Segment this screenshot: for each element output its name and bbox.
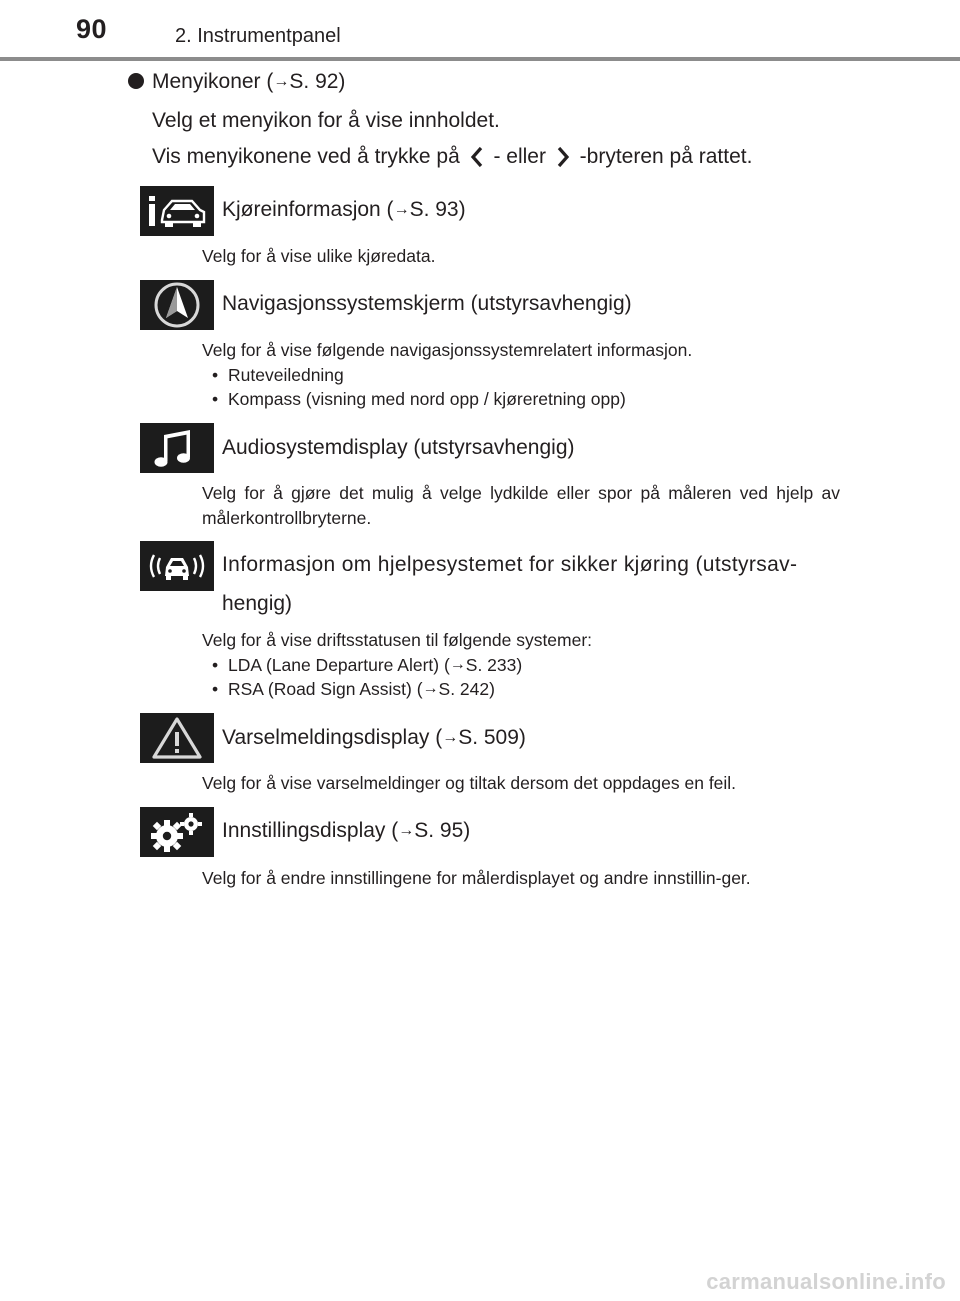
warning-triangle-icon: [140, 713, 214, 763]
item-desc-audio: Velg for å gjøre det mulig å velge lydkilde eller spor på måleren ved hjelp av målerkontrollbryterne.: [202, 483, 840, 528]
item-title-drive-info: Kjøreinformasjon (→S. 93): [222, 198, 466, 221]
intro-line-2: Vis menyikonene ved å trykke på - eller -bryteren på rattet.: [152, 145, 753, 168]
intro-line-1: Velg et menyikon for å vise innholdet.: [152, 109, 500, 132]
chevron-left-icon: [466, 145, 488, 169]
list-item: • Ruteveiledning: [202, 363, 840, 388]
arrow-icon: →: [398, 822, 415, 839]
arrow-icon: →: [442, 729, 459, 746]
list-item: • RSA (Road Sign Assist) (→S. 242): [202, 677, 840, 702]
arrow-icon: →: [422, 680, 439, 697]
arrow-icon: →: [393, 201, 410, 218]
safety-sense-icon: [140, 541, 214, 591]
gears-icon: [140, 807, 214, 857]
menu-icons-heading: Menyikoner (→S. 92): [128, 70, 345, 94]
safety-bullets: [202, 653, 840, 702]
navigation-icon: [140, 280, 214, 330]
music-note-icon: [140, 423, 214, 473]
arrow-icon: →: [449, 655, 466, 673]
item-title-warning: Varselmeldingsdisplay (→S. 509): [222, 726, 526, 749]
arrow-icon: →: [273, 73, 290, 90]
drive-info-icon: [140, 186, 214, 236]
list-item: • Kompass (visning med nord opp / kjøreretning opp): [202, 387, 840, 412]
item-desc-settings: Velg for å endre innstillingene for målerdisplayet og andre innstillin-ger.: [202, 868, 751, 888]
bullet-dot-icon: [128, 73, 144, 89]
item-desc-navigation: Velg for å vise følgende navigasjonssystemrelatert informasjon. • Ruteveiledning • Kompass (visning med nord opp / kjøreretning opp): [202, 338, 840, 412]
watermark: carmanualsonline.info: [706, 1269, 946, 1294]
section-title: 2. Instrumentpanel: [175, 25, 341, 47]
item-title-navigation: Navigasjonssystemskjerm (utstyrsavhengig): [222, 292, 632, 315]
list-item: • LDA (Lane Departure Alert) (→S. 233): [202, 653, 840, 678]
header-rule: [0, 57, 960, 61]
item-desc-warning: Velg for å vise varselmeldinger og tiltak dersom det oppdages en feil.: [202, 773, 737, 793]
item-title-safety-line-2: hengig): [222, 592, 293, 615]
item-desc-safety: Velg for å vise driftsstatusen til følgende systemer: • LDA (Lane Departure Alert) (→S. 233) • RSA (Road Sign Assist) (→S. 242): [202, 628, 840, 702]
item-title-settings: Innstillingsdisplay (→S. 95): [222, 819, 471, 842]
navigation-bullets: [202, 363, 840, 412]
item-title-safety-line-1: Informasjon om hjelpesystemet for sikker kjøring (utstyrsav-: [222, 553, 798, 576]
page-header: [0, 0, 960, 62]
chevron-right-icon: [552, 145, 574, 169]
item-title-audio: Audiosystemdisplay (utstyrsavhengig): [222, 436, 575, 459]
item-desc-drive-info: Velg for å vise ulike kjøredata.: [202, 246, 436, 266]
page-number: 90: [76, 14, 108, 44]
